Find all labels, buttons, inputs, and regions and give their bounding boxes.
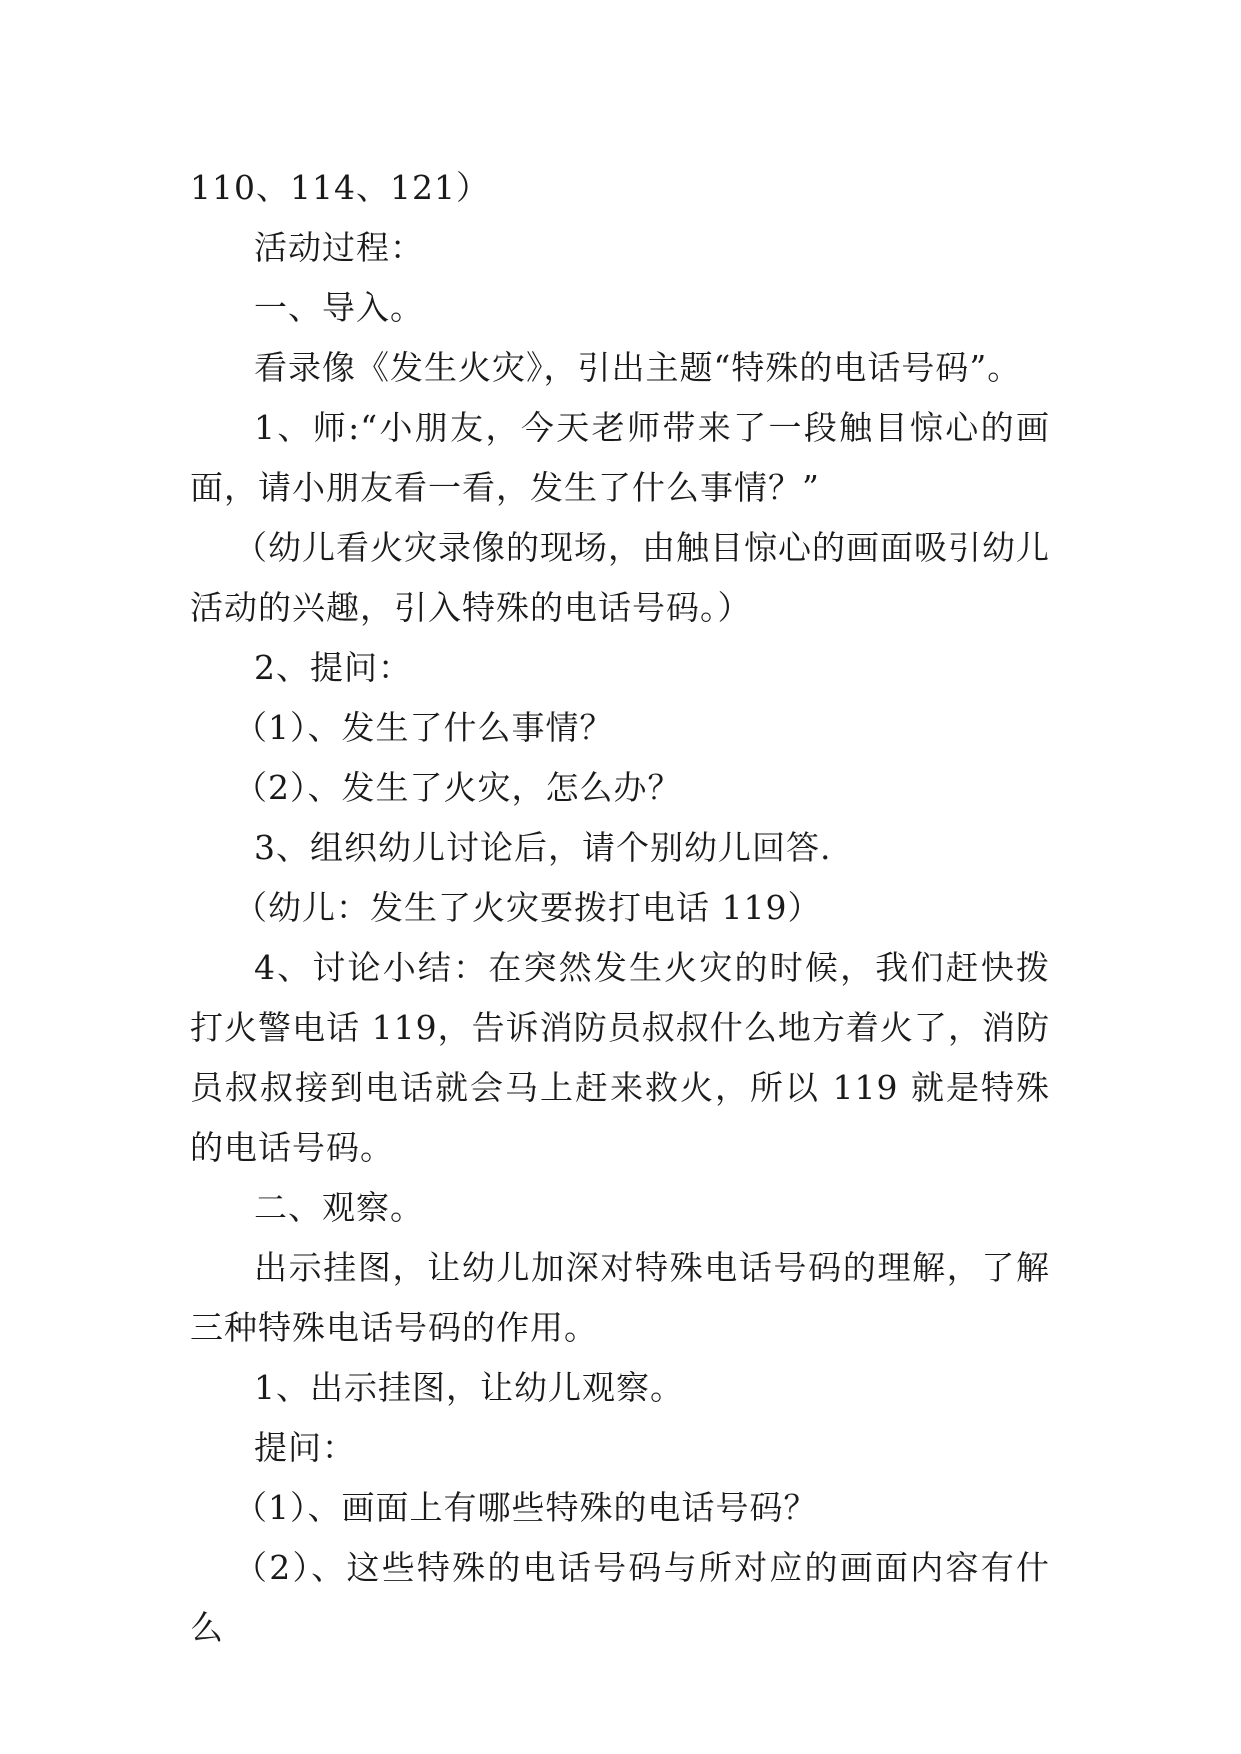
section-heading-intro: 一、导入。 (254, 288, 424, 327)
paragraph-observe-step: 1、出示挂图，让幼儿观察。 (254, 1368, 684, 1407)
paragraph-continuation: 110、114、121） (190, 168, 490, 207)
paragraph-question-1: （1）、发生了什么事情？ (234, 708, 614, 747)
paragraph-teacher-speech: 1、师:“小朋友，今天老师带来了一段触目惊心的画面，请小朋友看一看，发生了什么事情？” (190, 408, 1050, 507)
section-heading-observe: 二、观察。 (254, 1188, 424, 1227)
paragraph-discussion: 3、组织幼儿讨论后，请个别幼儿回答. (254, 828, 832, 867)
paragraph-question-heading-2: 提问： (254, 1428, 356, 1467)
paragraph-watch-video: 看录像《发生火灾》，引出主题“特殊的电话号码”。 (254, 348, 1022, 387)
paragraph-show-chart: 出示挂图，让幼儿加深对特殊电话号码的理解，了解三种特殊电话号码的作用。 (190, 1248, 1050, 1347)
paragraph-question-3: （1）、画面上有哪些特殊的电话号码？ (234, 1488, 818, 1527)
paragraph-question-heading: 2、提问： (254, 648, 412, 687)
paragraph-children-watch-note: （幼儿看火灾录像的现场，由触目惊心的画面吸引幼儿活动的兴趣，引入特殊的电话号码。） (190, 528, 1050, 627)
paragraph-activity-process: 活动过程： (254, 228, 424, 267)
paragraph-child-answer: （幼儿：发生了火灾要拨打电话 119） (234, 888, 822, 927)
document-body (190, 158, 1050, 1658)
paragraph-question-2: （2）、发生了火灾，怎么办？ (234, 768, 682, 807)
paragraph-summary: 4、讨论小结：在突然发生火灾的时候，我们赶快拨打火警电话 119，告诉消防员叔叔什么地方着火了，消防员叔叔接到电话就会马上赶来救火，所以 119 就是特殊的电话号码。 (190, 948, 1050, 1167)
paragraph-question-4: （2）、这些特殊的电话号码与所对应的画面内容有什么 (190, 1548, 1050, 1647)
